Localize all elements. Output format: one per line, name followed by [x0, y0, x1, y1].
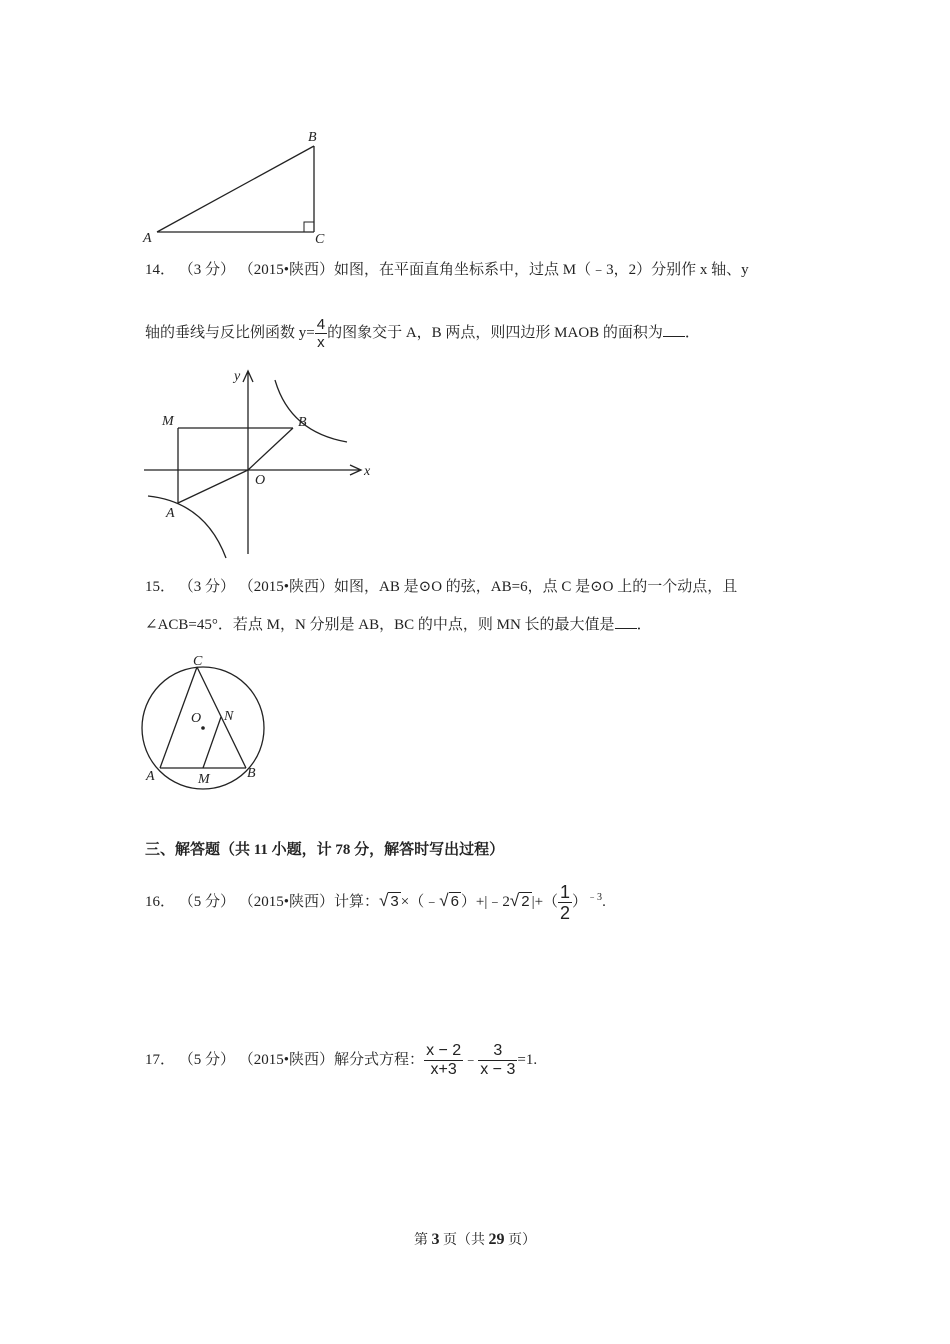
label-n: N	[224, 709, 234, 724]
q16-sqrt3: √ 3	[379, 891, 399, 910]
q16-score: （5 分）	[178, 894, 236, 910]
q14-text2-post: 的图象交于 A，B 两点，则四边形 MAOB 的面积为	[327, 325, 663, 341]
label-b: B	[298, 415, 307, 430]
q17-lead: 解分式方程：	[334, 1052, 425, 1068]
q16-exponent: ﹣3	[587, 892, 603, 903]
q15-line2: ∠ACB=45°．若点 M，N 分别是 AB，BC 的中点，则 MN 长的最大值是 ．	[145, 614, 652, 635]
q16-line: 16． （5 分） （2015•陕西）计算：√ 3 ×（﹣√ 6 ）+|﹣2√ 2 |+（ $\frac{1}{2}$ ）$^{﹣3}$.	[145, 882, 606, 924]
q14-score: （3 分）	[178, 262, 236, 278]
q15-text2: ∠ACB=45°．若点 M，N 分别是 AB，BC 的中点，则 MN 长的最大值是	[145, 617, 615, 633]
label-m: M	[198, 772, 210, 787]
label-b: B	[247, 766, 256, 781]
q16-sqrt6: √ 6	[439, 891, 459, 910]
label-y: y	[234, 369, 241, 384]
label-c: C	[315, 232, 325, 247]
q15-number: 15．	[145, 579, 176, 595]
label-o: O	[255, 473, 266, 488]
page-total: 29	[488, 1231, 505, 1248]
q14-source: （2015•陕西）	[238, 262, 335, 278]
page-number: 3	[431, 1231, 440, 1248]
q17-number: 17．	[145, 1052, 176, 1068]
q14-fraction: $\frac{4}{x}$	[316, 316, 326, 352]
q16-source: （2015•陕西）	[238, 894, 335, 910]
label-m: M	[162, 414, 174, 429]
q14-number: 14．	[145, 262, 176, 278]
q17-source: （2015•陕西）	[238, 1052, 335, 1068]
q14-text2-pre: 轴的垂线与反比例函数 y=	[145, 325, 315, 341]
q16-sqrt2: √ 2	[509, 891, 530, 910]
q14-answer-blank	[663, 322, 685, 337]
q15-score: （3 分）	[178, 579, 236, 595]
label-b: B	[308, 130, 317, 145]
q16-number: 16．	[145, 894, 176, 910]
q14-line1	[145, 260, 749, 280]
q15-text1: 如图，AB 是⊙O 的弦，AB=6，点 C 是⊙O 上的一个动点，且	[334, 579, 738, 595]
q14-text1: 如图，在平面直角坐标系中，过点 M（﹣3，2）分别作 x 轴、y	[334, 262, 749, 278]
label-a: A	[143, 231, 152, 246]
q17-fraction1: $\frac{x - 2}{x+3}$	[426, 1042, 462, 1079]
label-a: A	[146, 769, 155, 784]
q15-answer-blank	[615, 614, 637, 629]
label-a: A	[166, 506, 175, 521]
label-c: C	[193, 654, 203, 669]
page-footer: 第 3 页（共 29 页）	[414, 1231, 536, 1248]
label-o: O	[191, 711, 202, 726]
section3-title: 三、解答题（共 11 小题，计 78 分，解答时写出过程）	[145, 842, 505, 858]
coordinate-figure	[140, 362, 380, 562]
q17-line: 17． （5 分） （2015•陕西）解分式方程： $\frac{x - 2}{x+3}$ ﹣ $\frac{3}{x - 3}$ =1.	[145, 1042, 538, 1079]
q17-score: （5 分）	[178, 1052, 236, 1068]
circle-figure	[140, 650, 275, 790]
q15-line1	[145, 577, 737, 597]
triangle-figure	[140, 125, 340, 250]
q17-fraction2: $\frac{3}{x - 3}$	[480, 1042, 516, 1079]
q16-lead: 计算：	[334, 894, 380, 910]
q14-line2: 轴的垂线与反比例函数 y= $\frac{4}{x}$ 的图象交于 A，B 两点，则四边形 MAOB 的面积为 ．	[145, 316, 700, 352]
q15-source: （2015•陕西）	[238, 579, 335, 595]
q16-fraction: $\frac{1}{2}$	[560, 882, 571, 924]
label-x: x	[364, 464, 371, 479]
